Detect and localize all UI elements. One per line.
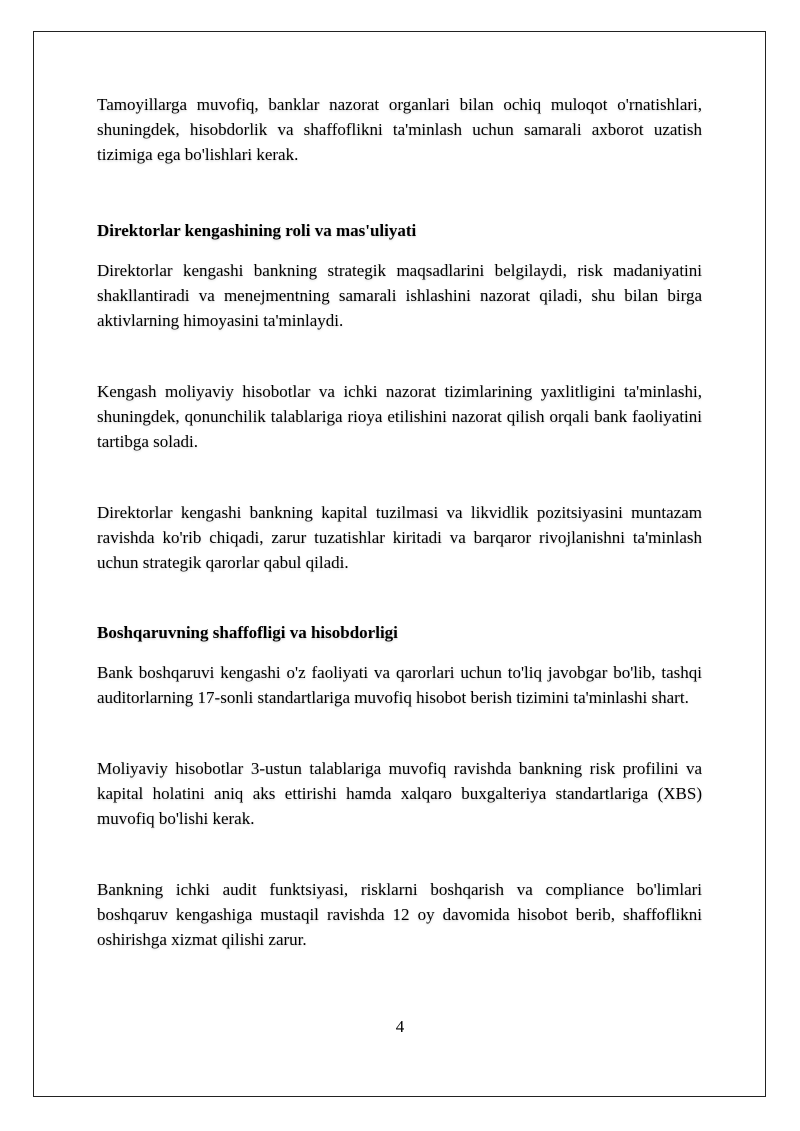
paragraph: Bankning ichki audit funktsiyasi, risklarni boshqarish va compliance bo'limlari boshqaruv kengashiga mustaqil ravishda 12 oy davomida hisobot berib, shaffoflikni oshirishga xizmat qilishi zarur.: [97, 880, 702, 949]
page-number: 4: [395, 1017, 405, 1036]
section-heading: Boshqaruvning shaffofligi va hisobdorligi: [97, 623, 398, 642]
paragraph: Kengash moliyaviy hisobotlar va ichki nazorat tizimlarining yaxlitligini ta'minlashi, shuningdek, qonunchilik talablariga rioya etilishini nazorat qilish orqali bank faoliyatini tartibga soladi.: [97, 382, 702, 451]
paragraph: Bank boshqaruvi kengashi o'z faoliyati va qarorlari uchun to'liq javobgar bo'lib, tashqi auditorlarning 17-sonli standartlariga muvofiq hisobot berish tizimini ta'minlashi shart.: [97, 663, 702, 707]
section-heading: Direktorlar kengashining roli va mas'uliyati: [97, 221, 417, 240]
paragraph: Moliyaviy hisobotlar 3-ustun talablariga muvofiq ravishda bankning risk profilini va kapital holatini aniq aks ettirishi hamda xalqaro buxgalteriya standartlariga (XBS) muvofiq bo'lishi kerak.: [97, 759, 702, 828]
document-body: [97, 92, 702, 952]
paragraph: Tamoyillarga muvofiq, banklar nazorat organlari bilan ochiq muloqot o'rnatishlari, shuningdek, hisobdorlik va shaffoflikni ta'minlash uchun samarali axborot uzatish tizimiga ega bo'lishlari kerak.: [97, 95, 702, 164]
paragraph: Direktorlar kengashi bankning strategik maqsadlarini belgilaydi, risk madaniyatini shakllantiradi va menejmentning samarali ishlashini nazorat qiladi, shu bilan birga aktivlarning himoyasini ta'minlaydi.: [97, 261, 702, 330]
paragraph: Direktorlar kengashi bankning kapital tuzilmasi va likvidlik pozitsiyasini muntazam ravishda ko'rib chiqadi, zarur tuzatishlar kiritadi va barqaror rivojlanishni ta'minlash uchun strategik qarorlar qabul qiladi.: [97, 503, 702, 572]
